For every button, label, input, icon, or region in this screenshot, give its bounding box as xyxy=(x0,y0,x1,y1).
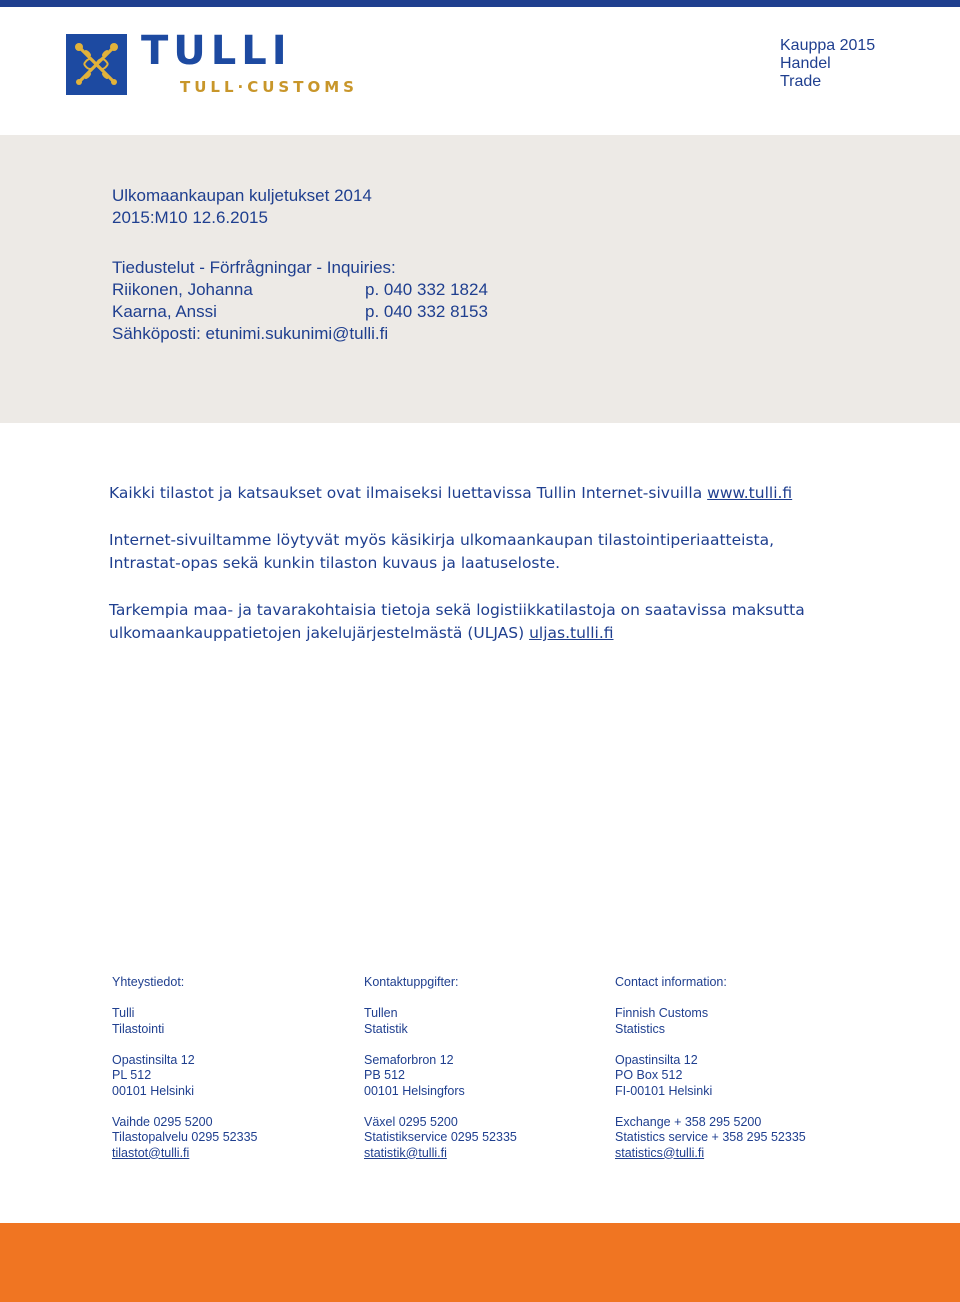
uljas-link[interactable]: uljas.tulli.fi xyxy=(529,624,614,642)
contact-column-sv xyxy=(364,975,604,1161)
contact-phone: Tilastopalvelu 0295 52335 xyxy=(112,1130,258,1144)
contact-address: Opastinsilta 12 xyxy=(112,1052,195,1067)
tulli-website-link[interactable]: www.tulli.fi xyxy=(707,484,793,502)
contact-email-link[interactable]: statistics@tulli.fi xyxy=(615,1145,705,1160)
contact-org: Tullen xyxy=(364,1006,398,1020)
contact-heading: Contact information: xyxy=(615,975,727,989)
contact-email-link[interactable]: tilastot@tulli.fi xyxy=(112,1145,190,1160)
logo-wordmark: TULLI xyxy=(141,28,292,74)
category-line: Trade xyxy=(780,73,822,90)
category-line: Handel xyxy=(780,55,831,72)
release-info: 2015:M10 12.6.2015 xyxy=(112,208,268,227)
paragraph-handbook-line: Intrastat-opas sekä kunkin tilaston kuvaus ja laatuseloste. xyxy=(109,554,561,572)
paragraph-uljas-line: Tarkempia maa- ja tavarakohtaisia tietoja sekä logistiikkatilastoja on saatavissa maksutta xyxy=(109,601,805,619)
contact-column-fi xyxy=(112,975,352,1161)
report-title: Ulkomaankaupan kuljetukset 2014 xyxy=(112,186,372,205)
contact-address: PO Box 512 xyxy=(615,1068,683,1082)
tulli-logo xyxy=(66,28,376,98)
contact-org: Finnish Customs xyxy=(615,1006,709,1020)
publication-category xyxy=(780,37,875,91)
contact-heading: Yhteystiedot: xyxy=(112,975,185,989)
inquiries-label: Tiedustelut - Förfrågningar - Inquiries: xyxy=(112,258,396,277)
contact-phone: Statistikservice 0295 52335 xyxy=(364,1130,517,1144)
paragraph-uljas-line xyxy=(109,622,614,645)
paragraph-handbook-line: Internet-sivuiltamme löytyvät myös käsikirja ulkomaankaupan tilastointiperiaatteista, xyxy=(109,531,775,549)
contact-org: Tilastointi xyxy=(112,1021,165,1036)
contact-org: Tulli xyxy=(112,1006,135,1020)
contact-address: PB 512 xyxy=(364,1068,406,1082)
contact-phone: Växel 0295 5200 xyxy=(364,1114,458,1129)
contact-address: 00101 Helsinki xyxy=(112,1083,194,1098)
contact-phone: p. 040 332 8153 xyxy=(365,302,488,321)
logo-subtitle: TULL·CUSTOMS xyxy=(180,78,358,96)
footer-orange-bar xyxy=(0,1223,960,1302)
contact-org: Statistics xyxy=(615,1021,666,1036)
contact-column-en xyxy=(615,975,855,1161)
contact-name: Kaarna, Anssi xyxy=(112,302,217,321)
contact-org: Statistik xyxy=(364,1021,408,1036)
paragraph-text: ulkomaankauppatietojen jakelujärjestelmästä (ULJAS) xyxy=(109,624,530,642)
email-info: Sähköposti: etunimi.sukunimi@tulli.fi xyxy=(112,324,389,343)
contact-phone: Exchange + 358 295 5200 xyxy=(615,1114,762,1129)
contact-phone: Vaihde 0295 5200 xyxy=(112,1114,213,1129)
contact-name: Riikonen, Johanna xyxy=(112,280,253,299)
contact-address: FI-00101 Helsinki xyxy=(615,1083,713,1098)
contact-address: 00101 Helsingfors xyxy=(364,1083,465,1098)
contact-address: Semaforbron 12 xyxy=(364,1052,454,1067)
paragraph-text: Kaikki tilastot ja katsaukset ovat ilmaiseksi luettavissa Tullin Internet-sivuilla xyxy=(109,484,708,502)
paragraph-statistics xyxy=(109,482,792,505)
contact-phone: Statistics service + 358 295 52335 xyxy=(615,1130,806,1144)
contact-address: PL 512 xyxy=(112,1068,152,1082)
contact-heading: Kontaktuppgifter: xyxy=(364,975,459,989)
contact-phone: p. 040 332 1824 xyxy=(365,280,488,299)
top-accent-bar xyxy=(0,0,960,7)
contact-email-link[interactable]: statistik@tulli.fi xyxy=(364,1145,447,1160)
customs-emblem-icon xyxy=(66,34,127,95)
category-line: Kauppa 2015 xyxy=(780,37,876,54)
contact-address: Opastinsilta 12 xyxy=(615,1052,698,1067)
